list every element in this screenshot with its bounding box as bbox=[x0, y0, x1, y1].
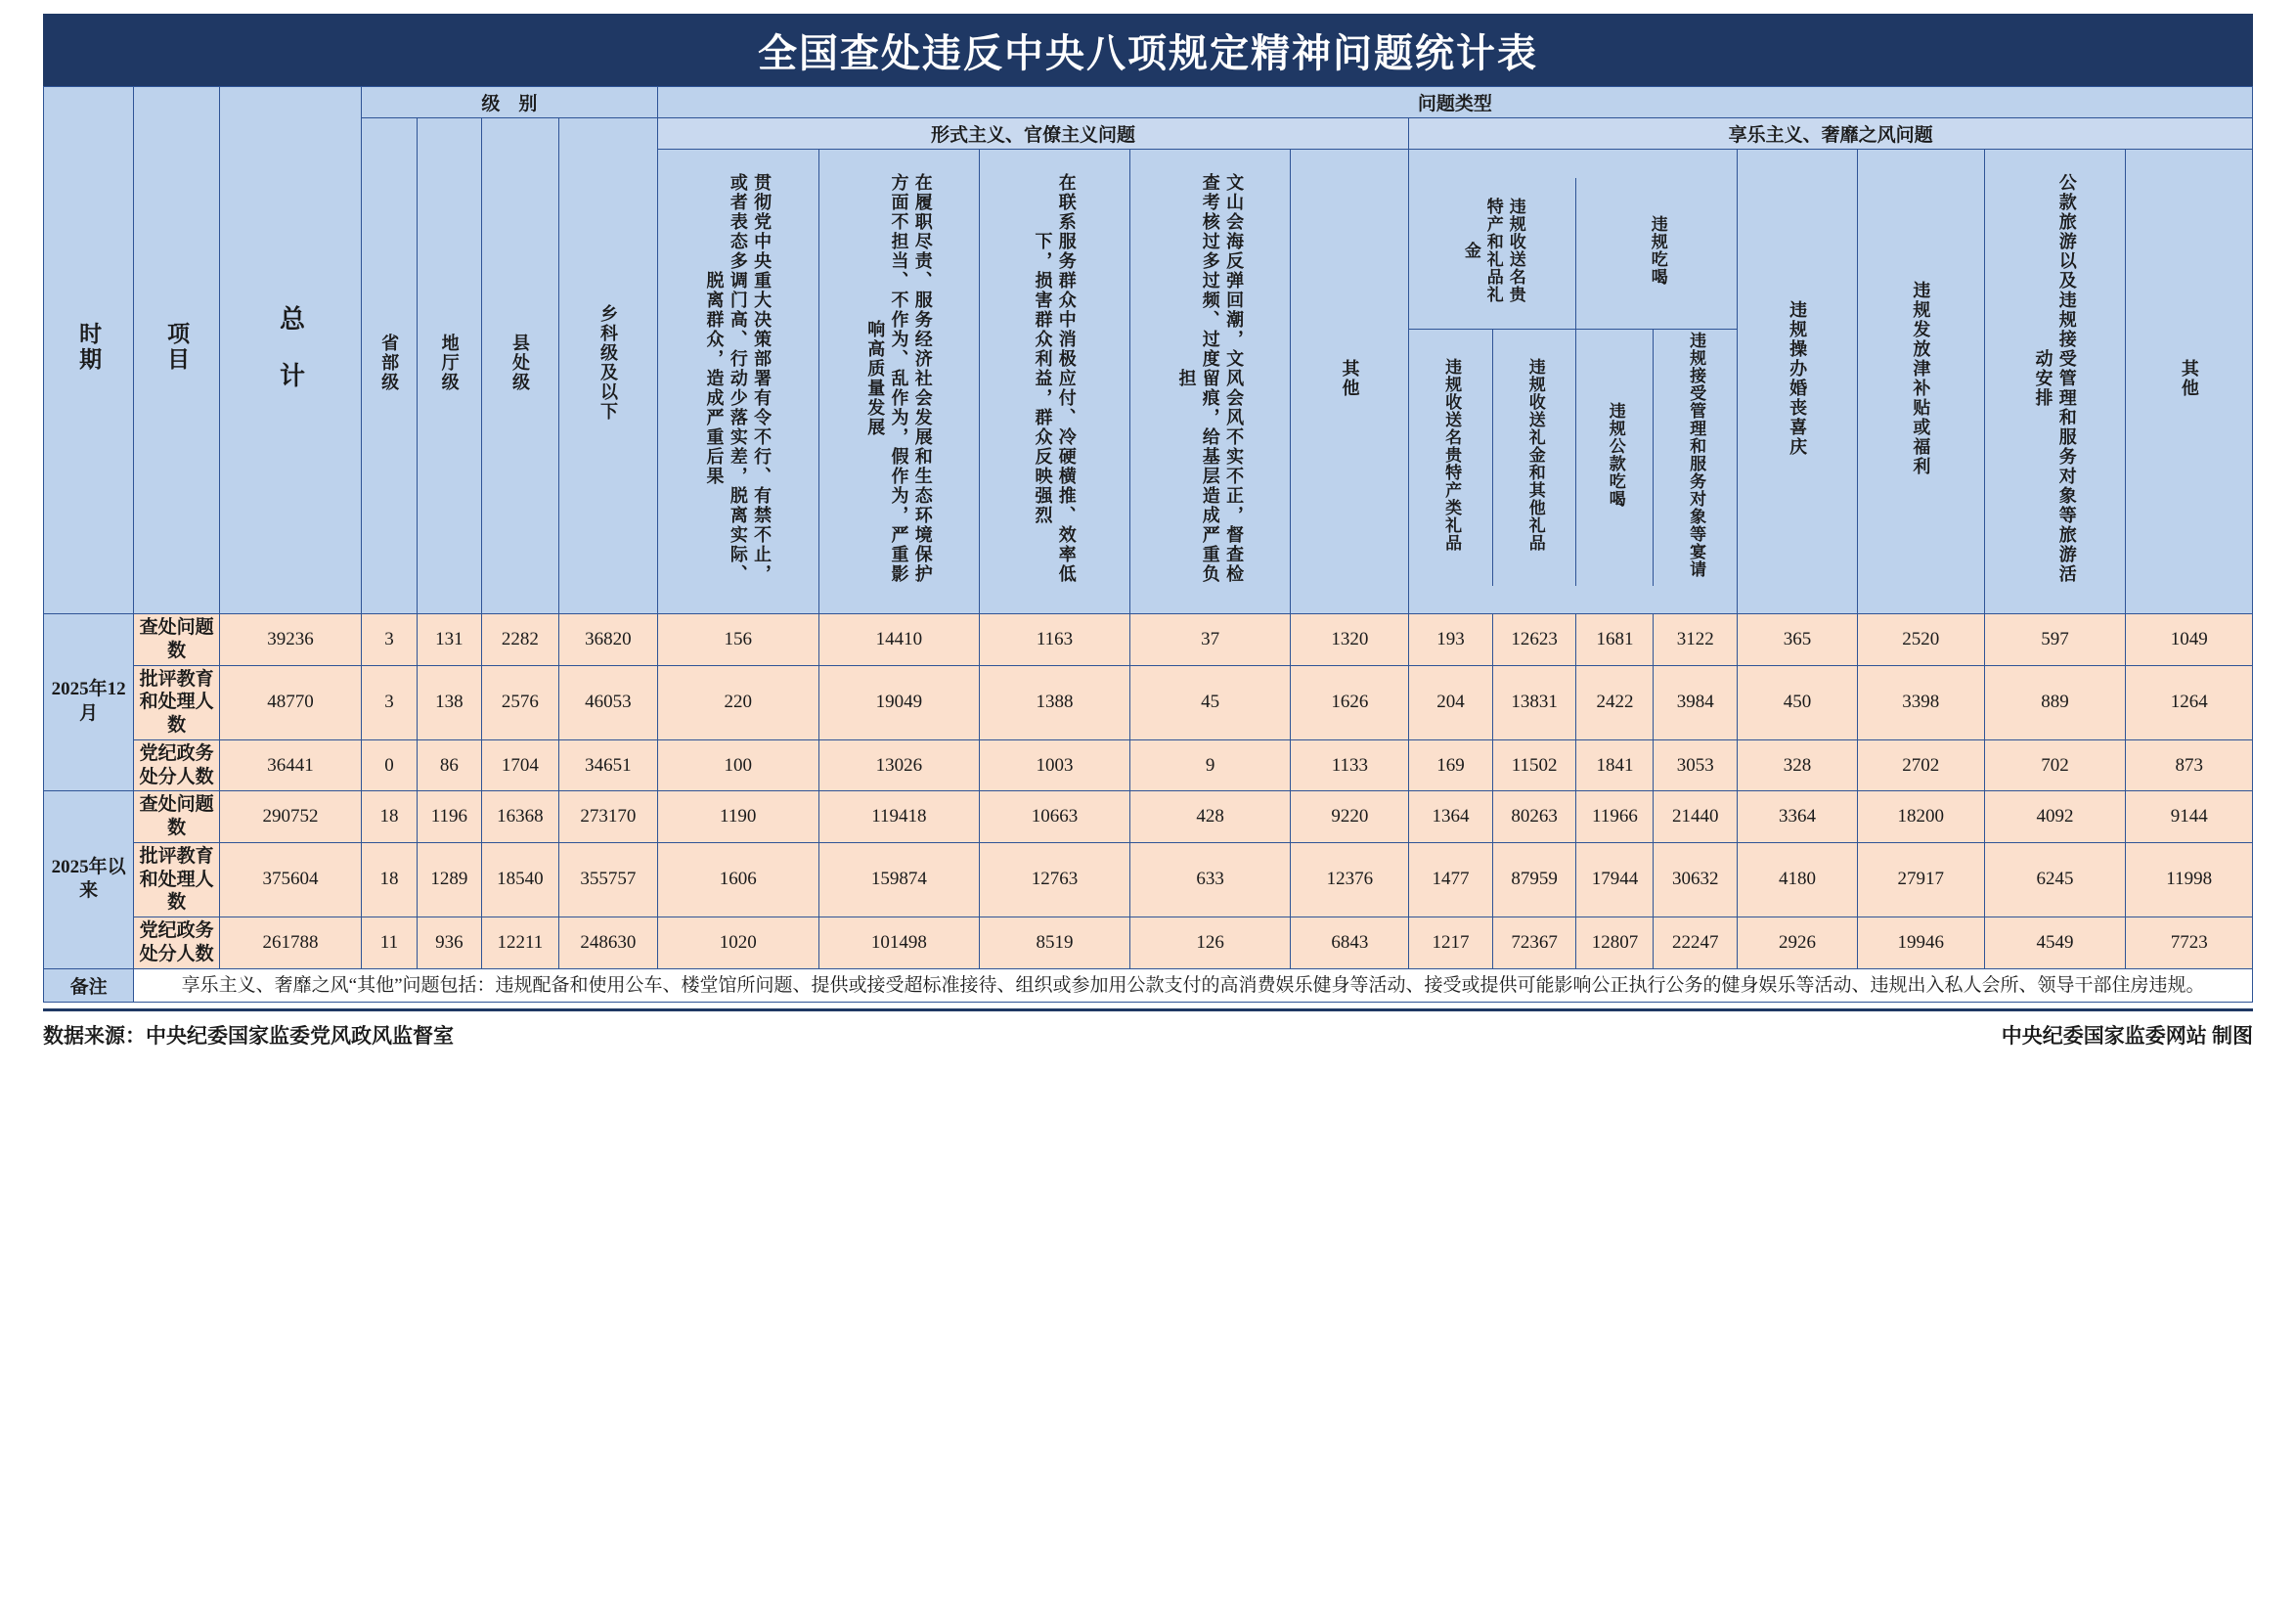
cell-hedonism-4: 21440 bbox=[1654, 791, 1738, 843]
header-formalism-col-4: 文山会海反弹回潮，文风会风不实不正，督查检查考核过多过频、过度留痕，给基层造成严重负担 bbox=[1129, 150, 1291, 614]
cell-formalism-4: 9 bbox=[1129, 739, 1291, 791]
cell-formalism-3: 1003 bbox=[980, 739, 1130, 791]
cell-total: 375604 bbox=[220, 842, 362, 917]
cell-hedonism-1: 193 bbox=[1409, 614, 1493, 666]
cell-level-2: 1196 bbox=[417, 791, 481, 843]
cell-formalism-4: 126 bbox=[1129, 917, 1291, 969]
cell-formalism-2: 19049 bbox=[818, 665, 980, 739]
table-row bbox=[44, 791, 2253, 843]
cell-hedonism-3: 11966 bbox=[1576, 791, 1654, 843]
cell-hedonism-other: 1049 bbox=[2126, 614, 2253, 666]
cell-hedonism-1: 169 bbox=[1409, 739, 1493, 791]
header-group-formalism: 形式主义、官僚主义问题 bbox=[657, 118, 1408, 150]
cell-hedonism-wedding: 328 bbox=[1738, 739, 1858, 791]
header-level-xianchu: 县处级 bbox=[481, 118, 558, 614]
footer-producer: 中央纪委国家监委网站 制图 bbox=[2001, 1023, 2253, 1048]
cell-level-1: 3 bbox=[361, 665, 417, 739]
cell-level-1: 18 bbox=[361, 842, 417, 917]
cell-level-4: 36820 bbox=[558, 614, 657, 666]
header-period: 时期 bbox=[44, 87, 134, 614]
cell-hedonism-travel: 4092 bbox=[1984, 791, 2126, 843]
header-group-hedonism: 享乐主义、奢靡之风问题 bbox=[1409, 118, 2253, 150]
footer bbox=[43, 1008, 2253, 1050]
cell-formalism-3: 1163 bbox=[980, 614, 1130, 666]
header-level-group: 级 别 bbox=[361, 87, 657, 118]
header-hedonism-sub-2: 违规收送礼金和其他礼品 bbox=[1493, 329, 1576, 586]
cell-hedonism-travel: 6245 bbox=[1984, 842, 2126, 917]
cell-level-1: 0 bbox=[361, 739, 417, 791]
table-row bbox=[44, 917, 2253, 969]
row-item-label: 党纪政务处分人数 bbox=[134, 917, 220, 969]
remark-text: 享乐主义、奢靡之风“其他”问题包括：违规配备和使用公车、楼堂馆所问题、提供或接受超标准接待、组织或参加用公款支付的高消费娱乐健身等活动、接受或提供可能影响公正执行公务的健身娱乐等活动、违规出入私人会所、领导干部住房违规。 bbox=[134, 968, 2253, 1002]
cell-hedonism-2: 12623 bbox=[1492, 614, 1576, 666]
cell-formalism-other: 6843 bbox=[1291, 917, 1409, 969]
cell-hedonism-travel: 597 bbox=[1984, 614, 2126, 666]
cell-hedonism-travel: 889 bbox=[1984, 665, 2126, 739]
cell-level-2: 936 bbox=[417, 917, 481, 969]
header-level-sheng: 省部级 bbox=[361, 118, 417, 614]
cell-level-3: 18540 bbox=[481, 842, 558, 917]
cell-formalism-3: 1388 bbox=[980, 665, 1130, 739]
cell-formalism-1: 100 bbox=[657, 739, 818, 791]
cell-level-4: 248630 bbox=[558, 917, 657, 969]
cell-level-2: 138 bbox=[417, 665, 481, 739]
remark-label: 备注 bbox=[44, 968, 134, 1002]
cell-hedonism-2: 80263 bbox=[1492, 791, 1576, 843]
cell-level-1: 3 bbox=[361, 614, 417, 666]
header-problem-type: 问题类型 bbox=[657, 87, 2252, 118]
cell-hedonism-2: 72367 bbox=[1492, 917, 1576, 969]
cell-hedonism-allowance: 27917 bbox=[1858, 842, 1985, 917]
cell-hedonism-allowance: 19946 bbox=[1858, 917, 1985, 969]
cell-level-4: 273170 bbox=[558, 791, 657, 843]
cell-hedonism-3: 17944 bbox=[1576, 842, 1654, 917]
cell-level-3: 12211 bbox=[481, 917, 558, 969]
cell-formalism-3: 8519 bbox=[980, 917, 1130, 969]
header-hedonism-group-gift: 违规收送名贵特产和礼品礼金 bbox=[1409, 178, 1576, 330]
cell-total: 36441 bbox=[220, 739, 362, 791]
cell-hedonism-allowance: 3398 bbox=[1858, 665, 1985, 739]
header-formalism-col-3: 在联系服务群众中消极应付、冷硬横推、效率低下，损害群众利益，群众反映强烈 bbox=[980, 150, 1130, 614]
cell-formalism-1: 1606 bbox=[657, 842, 818, 917]
cell-hedonism-3: 1681 bbox=[1576, 614, 1654, 666]
cell-hedonism-2: 13831 bbox=[1492, 665, 1576, 739]
cell-formalism-1: 220 bbox=[657, 665, 818, 739]
row-period-1: 2025年以来 bbox=[44, 791, 134, 968]
header-level-diting: 地厅级 bbox=[417, 118, 481, 614]
cell-hedonism-travel: 4549 bbox=[1984, 917, 2126, 969]
cell-level-3: 16368 bbox=[481, 791, 558, 843]
header-item: 项目 bbox=[134, 87, 220, 614]
cell-formalism-4: 633 bbox=[1129, 842, 1291, 917]
header-formalism-col-2: 在履职尽责、服务经济社会发展和生态环境保护方面不担当、不作为、乱作为，假作为，严重影响高质量发展 bbox=[818, 150, 980, 614]
cell-formalism-other: 1626 bbox=[1291, 665, 1409, 739]
header-row-1 bbox=[44, 87, 2253, 118]
footer-source: 数据来源：中央纪委国家监委党风政风监督室 bbox=[43, 1023, 454, 1048]
cell-level-4: 355757 bbox=[558, 842, 657, 917]
cell-hedonism-3: 1841 bbox=[1576, 739, 1654, 791]
cell-hedonism-4: 3984 bbox=[1654, 665, 1738, 739]
cell-level-3: 1704 bbox=[481, 739, 558, 791]
table-row bbox=[44, 665, 2253, 739]
header-hedonism-gift-dining-wrapper bbox=[1409, 150, 1738, 614]
cell-hedonism-2: 87959 bbox=[1492, 842, 1576, 917]
cell-hedonism-wedding: 365 bbox=[1738, 614, 1858, 666]
cell-hedonism-allowance: 18200 bbox=[1858, 791, 1985, 843]
cell-formalism-other: 12376 bbox=[1291, 842, 1409, 917]
cell-total: 290752 bbox=[220, 791, 362, 843]
cell-formalism-4: 428 bbox=[1129, 791, 1291, 843]
cell-level-4: 34651 bbox=[558, 739, 657, 791]
remark-row bbox=[44, 968, 2253, 1002]
cell-level-2: 86 bbox=[417, 739, 481, 791]
cell-level-3: 2576 bbox=[481, 665, 558, 739]
page-title: 全国查处违反中央八项规定精神问题统计表 bbox=[758, 30, 1538, 75]
header-hedonism-wedding: 违规操办婚丧喜庆 bbox=[1738, 150, 1858, 614]
cell-hedonism-wedding: 450 bbox=[1738, 665, 1858, 739]
header-hedonism-allowance: 违规发放津补贴或福利 bbox=[1858, 150, 1985, 614]
cell-level-2: 131 bbox=[417, 614, 481, 666]
cell-hedonism-other: 7723 bbox=[2126, 917, 2253, 969]
cell-hedonism-2: 11502 bbox=[1492, 739, 1576, 791]
cell-formalism-1: 156 bbox=[657, 614, 818, 666]
cell-formalism-other: 9220 bbox=[1291, 791, 1409, 843]
cell-total: 261788 bbox=[220, 917, 362, 969]
table-row bbox=[44, 842, 2253, 917]
cell-level-3: 2282 bbox=[481, 614, 558, 666]
cell-formalism-2: 101498 bbox=[818, 917, 980, 969]
header-total: 总 计 bbox=[220, 87, 362, 614]
statistics-table bbox=[43, 86, 2253, 1003]
header-hedonism-sub-4: 违规接受管理和服务对象等宴请 bbox=[1654, 329, 1737, 586]
cell-hedonism-4: 3122 bbox=[1654, 614, 1738, 666]
cell-hedonism-1: 1477 bbox=[1409, 842, 1493, 917]
cell-formalism-2: 119418 bbox=[818, 791, 980, 843]
table-row bbox=[44, 614, 2253, 666]
cell-hedonism-3: 2422 bbox=[1576, 665, 1654, 739]
row-item-label: 党纪政务处分人数 bbox=[134, 739, 220, 791]
cell-hedonism-1: 1364 bbox=[1409, 791, 1493, 843]
table-row bbox=[44, 739, 2253, 791]
header-formalism-col-other: 其他 bbox=[1291, 150, 1409, 614]
cell-hedonism-4: 22247 bbox=[1654, 917, 1738, 969]
cell-total: 39236 bbox=[220, 614, 362, 666]
header-hedonism-travel: 公款旅游以及违规接受管理和服务对象等旅游活动安排 bbox=[1984, 150, 2126, 614]
row-item-label: 查处问题数 bbox=[134, 791, 220, 843]
cell-formalism-2: 14410 bbox=[818, 614, 980, 666]
cell-hedonism-allowance: 2520 bbox=[1858, 614, 1985, 666]
cell-level-4: 46053 bbox=[558, 665, 657, 739]
cell-hedonism-wedding: 2926 bbox=[1738, 917, 1858, 969]
cell-hedonism-1: 204 bbox=[1409, 665, 1493, 739]
cell-hedonism-4: 3053 bbox=[1654, 739, 1738, 791]
cell-level-2: 1289 bbox=[417, 842, 481, 917]
cell-level-1: 18 bbox=[361, 791, 417, 843]
cell-total: 48770 bbox=[220, 665, 362, 739]
cell-formalism-3: 10663 bbox=[980, 791, 1130, 843]
cell-formalism-2: 13026 bbox=[818, 739, 980, 791]
header-hedonism-sub-1: 违规收送名贵特产类礼品 bbox=[1409, 329, 1492, 586]
cell-formalism-other: 1320 bbox=[1291, 614, 1409, 666]
header-row-2 bbox=[44, 118, 2253, 150]
cell-hedonism-wedding: 3364 bbox=[1738, 791, 1858, 843]
cell-hedonism-other: 11998 bbox=[2126, 842, 2253, 917]
cell-formalism-4: 45 bbox=[1129, 665, 1291, 739]
cell-formalism-1: 1020 bbox=[657, 917, 818, 969]
cell-hedonism-4: 30632 bbox=[1654, 842, 1738, 917]
cell-formalism-2: 159874 bbox=[818, 842, 980, 917]
cell-hedonism-other: 873 bbox=[2126, 739, 2253, 791]
header-level-xiangke: 乡科级及以下 bbox=[558, 118, 657, 614]
row-item-label: 查处问题数 bbox=[134, 614, 220, 666]
row-item-label: 批评教育和处理人数 bbox=[134, 842, 220, 917]
cell-formalism-4: 37 bbox=[1129, 614, 1291, 666]
row-item-label: 批评教育和处理人数 bbox=[134, 665, 220, 739]
cell-hedonism-wedding: 4180 bbox=[1738, 842, 1858, 917]
header-hedonism-group-dining: 违规吃喝 bbox=[1576, 178, 1737, 330]
cell-hedonism-other: 9144 bbox=[2126, 791, 2253, 843]
header-formalism-col-1: 贯彻党中央重大决策部署有令不行、有禁不止，或者表态多调门高、行动少落实差，脱离实际、脱离群众，造成严重后果 bbox=[657, 150, 818, 614]
header-hedonism-other: 其他 bbox=[2126, 150, 2253, 614]
cell-hedonism-other: 1264 bbox=[2126, 665, 2253, 739]
cell-hedonism-travel: 702 bbox=[1984, 739, 2126, 791]
row-period-0: 2025年12月 bbox=[44, 614, 134, 791]
cell-formalism-other: 1133 bbox=[1291, 739, 1409, 791]
cell-hedonism-3: 12807 bbox=[1576, 917, 1654, 969]
cell-hedonism-allowance: 2702 bbox=[1858, 739, 1985, 791]
cell-formalism-1: 1190 bbox=[657, 791, 818, 843]
cell-formalism-3: 12763 bbox=[980, 842, 1130, 917]
cell-level-1: 11 bbox=[361, 917, 417, 969]
page-title-bar bbox=[43, 14, 2253, 86]
cell-hedonism-1: 1217 bbox=[1409, 917, 1493, 969]
header-hedonism-sub-3: 违规公款吃喝 bbox=[1576, 329, 1654, 586]
